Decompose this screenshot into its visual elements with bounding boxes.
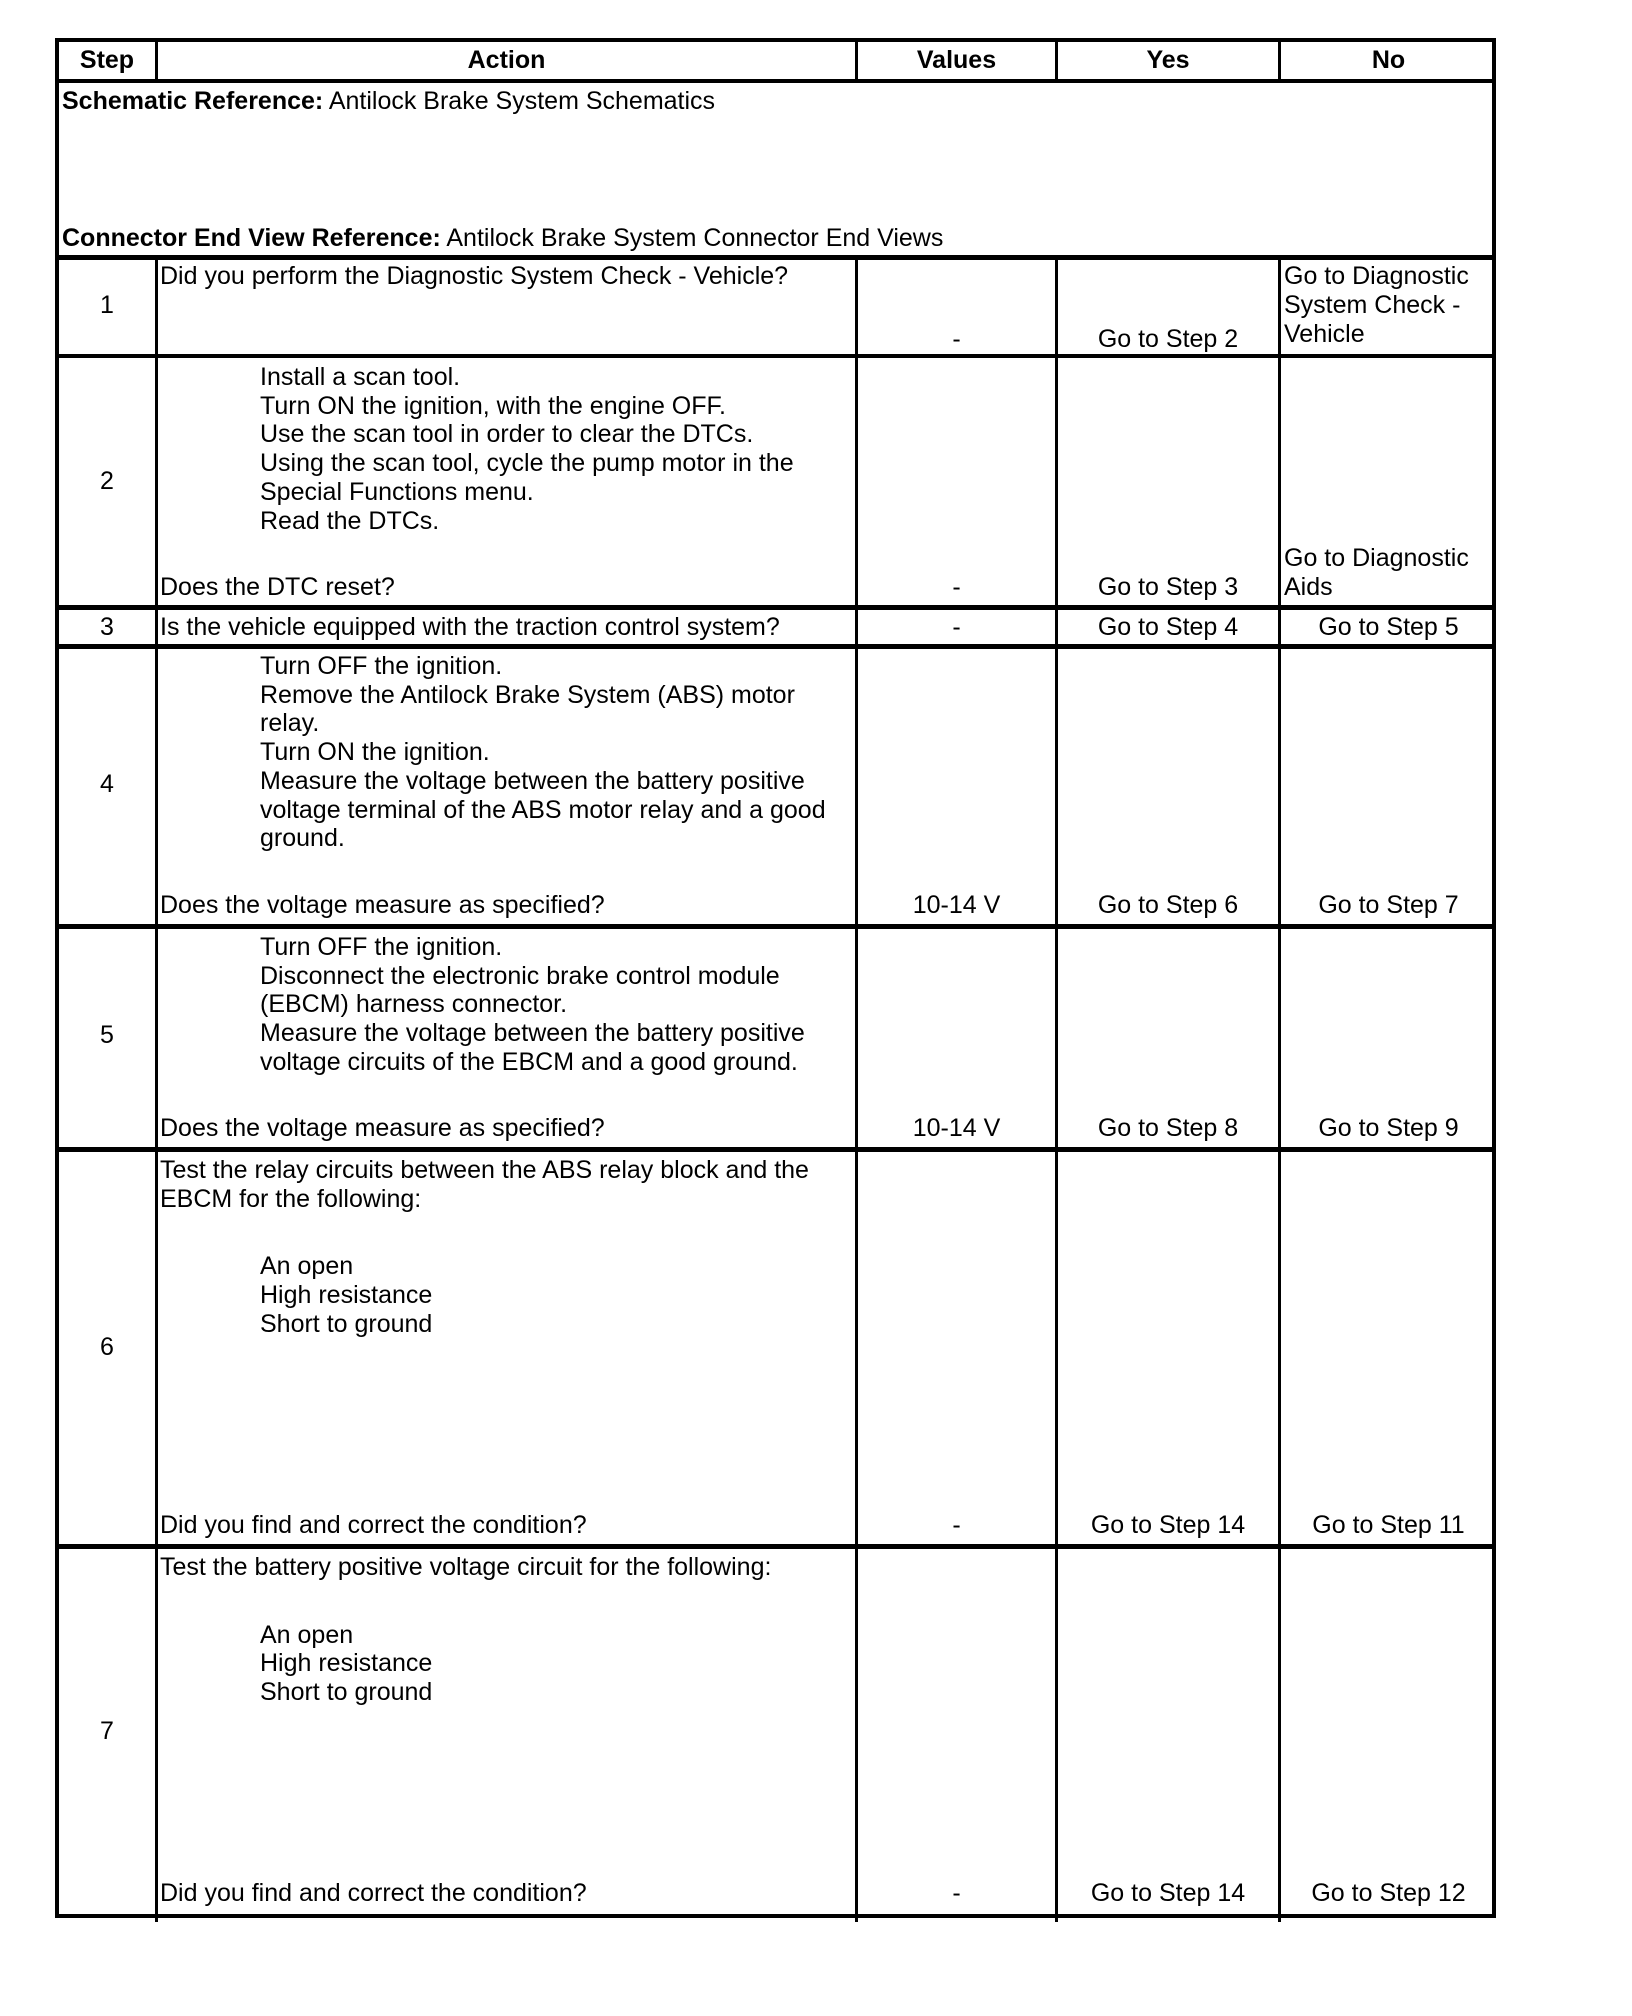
value-cell: -: [952, 1511, 961, 1539]
col-rule-1b: [155, 258, 158, 1922]
action-line: (EBCM) harness connector.: [260, 990, 568, 1018]
action-line: High resistance: [260, 1281, 433, 1309]
step-number: 5: [100, 1021, 114, 1049]
action-line: Disconnect the electronic brake control module: [260, 962, 780, 990]
action-line: relay.: [260, 709, 320, 737]
action-line: Short to ground: [260, 1310, 433, 1338]
diagnostic-table: [55, 38, 1496, 1918]
question: Does the voltage measure as specified?: [160, 1114, 605, 1142]
value-cell: 10-14 V: [912, 1114, 1001, 1142]
no-line: Aids: [1284, 573, 1333, 601]
action-line: Short to ground: [260, 1678, 433, 1706]
header-values: Values: [916, 46, 997, 74]
schematic-label: Schematic Reference:: [62, 87, 324, 115]
value-cell: -: [952, 1879, 961, 1907]
value-cell: -: [952, 573, 961, 601]
no-cell: Go to Step 5: [1318, 613, 1459, 641]
step-number: 1: [100, 291, 114, 319]
header-action: Action: [467, 46, 546, 74]
yes-cell: Go to Step 3: [1097, 573, 1239, 601]
action-line: Install a scan tool.: [260, 363, 461, 391]
step-number: 7: [100, 1717, 114, 1745]
yes-cell: Go to Step 2: [1097, 325, 1239, 353]
yes-cell: Go to Step 14: [1090, 1511, 1246, 1539]
action-line: Did you perform the Diagnostic System Check - Vehicle?: [160, 262, 789, 290]
schematic-value: Antilock Brake System Schematics: [328, 87, 716, 115]
value-cell: -: [952, 613, 961, 641]
action-line: Is the vehicle equipped with the traction control system?: [160, 613, 780, 641]
action-line: Use the scan tool in order to clear the DTCs.: [260, 420, 754, 448]
action-line: High resistance: [260, 1649, 433, 1677]
yes-cell: Go to Step 8: [1097, 1114, 1239, 1142]
action-line: Read the DTCs.: [260, 507, 440, 535]
header-step: Step: [79, 46, 135, 74]
header-no: No: [1371, 46, 1406, 74]
connector-label: Connector End View Reference:: [62, 224, 441, 252]
schematic-reference: [62, 87, 715, 116]
action-line: An open: [260, 1252, 354, 1280]
step-number: 6: [100, 1333, 114, 1361]
col-rule-3b: [1055, 258, 1058, 1922]
intro-line: Test the relay circuits between the ABS relay block and the: [160, 1156, 809, 1184]
connector-reference: [62, 224, 943, 253]
step-number: 4: [100, 770, 114, 798]
no-cell: Go to Step 9: [1318, 1114, 1459, 1142]
action-line: voltage terminal of the ABS motor relay and a good: [260, 796, 826, 824]
question: Does the voltage measure as specified?: [160, 891, 605, 919]
action-line: Using the scan tool, cycle the pump motor in the: [260, 449, 794, 477]
action-line: Measure the voltage between the battery positive: [260, 767, 805, 795]
question: Does the DTC reset?: [160, 573, 395, 601]
value-cell: 10-14 V: [912, 891, 1001, 919]
action-line: Remove the Antilock Brake System (ABS) motor: [260, 681, 795, 709]
value-cell: -: [952, 325, 961, 353]
intro-line: Test the battery positive voltage circuit for the following:: [160, 1553, 772, 1581]
question: Did you find and correct the condition?: [160, 1879, 587, 1907]
yes-cell: Go to Step 14: [1090, 1879, 1246, 1907]
step-number: 3: [100, 613, 114, 641]
no-line: Vehicle: [1284, 320, 1365, 348]
action-line: Turn OFF the ignition.: [260, 933, 503, 961]
step-number: 2: [100, 467, 114, 495]
action-line: Measure the voltage between the battery positive: [260, 1019, 805, 1047]
action-line: Turn ON the ignition, with the engine OFF.: [260, 392, 726, 420]
yes-cell: Go to Step 4: [1097, 613, 1239, 641]
no-cell: Go to Step 7: [1318, 891, 1459, 919]
no-cell: Go to Step 11: [1312, 1511, 1465, 1539]
action-line: Special Functions menu.: [260, 478, 534, 506]
intro-line: EBCM for the following:: [160, 1185, 422, 1213]
connector-value: Antilock Brake System Connector End Views: [446, 224, 944, 252]
no-line: Go to Diagnostic: [1284, 262, 1469, 290]
no-line: System Check -: [1284, 291, 1461, 319]
col-rule-2b: [855, 258, 858, 1922]
col-rule-4b: [1278, 258, 1281, 1922]
question: Did you find and correct the condition?: [160, 1511, 587, 1539]
yes-cell: Go to Step 6: [1097, 891, 1239, 919]
action-line: An open: [260, 1621, 354, 1649]
action-line: Turn OFF the ignition.: [260, 652, 503, 680]
no-line: Go to Diagnostic: [1284, 544, 1469, 572]
no-cell: Go to Step 12: [1311, 1879, 1466, 1907]
action-line: voltage circuits of the EBCM and a good ground.: [260, 1048, 798, 1076]
header-yes: Yes: [1146, 46, 1190, 74]
action-line: Turn ON the ignition.: [260, 738, 490, 766]
action-line: ground.: [260, 824, 345, 852]
